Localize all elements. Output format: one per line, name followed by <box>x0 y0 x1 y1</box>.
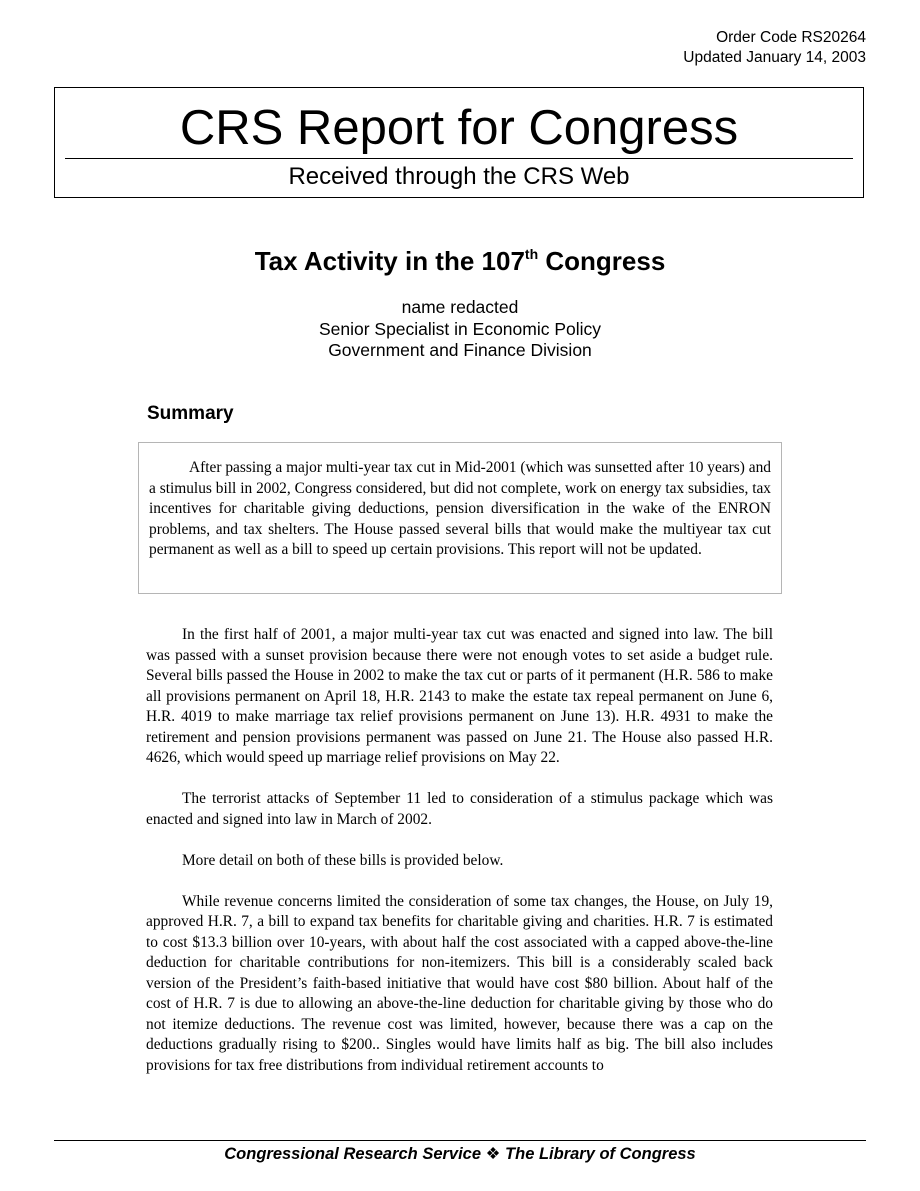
banner-subtitle: Received through the CRS Web <box>288 163 630 190</box>
body-paragraph: While revenue concerns limited the consideration of some tax changes, the House, on July 19, approved H.R. 7, a bill to expand tax benefits for charitable giving and charities. H.R. 7 is estimated to cost $13.3 billion over 10-years, with about half the cost associated with a capped above-the-line deduction for charitable contributions for non-itemizers. This bill is a considerably scaled back version of the President’s faith-based initiative that would have cost $80 billion. About half of the cost of H.R. 7 is due to allowing an above-the-line deduction for charitable giving by those who do not itemize deductions. The revenue cost was limited, however, because there was a cap on the deductions gradually rising to $200.. Singles would have limits half as big. The bill also includes provisions for tax free distributions from individual retirement accounts to <box>146 892 773 1074</box>
report-title-main: Tax Activity in the 107 <box>254 246 525 276</box>
report-title-tail: Congress <box>538 246 666 276</box>
order-code: Order Code RS20264 <box>716 29 866 46</box>
summary-text: After passing a major multi-year tax cut in Mid-2001 (which was sunsetted after 10 years) and a stimulus bill in 2002, Congress considered, but did not complete, work on energy tax subsidies, tax incentives for charitable giving deductions, pension diversification in the wake of the ENRON problems, and tax shelters. The House passed several bills that would make the multiyear tax cut permanent as well as a bill to speed up certain provisions. This report will not be updated. <box>149 459 771 558</box>
footer-publisher: Congressional Research Service <box>224 1145 482 1163</box>
report-title-superscript: th <box>524 246 539 262</box>
banner-title: CRS Report for Congress <box>179 101 739 155</box>
updated-date: Updated January 14, 2003 <box>683 49 866 66</box>
author-block <box>0 297 920 362</box>
report-title <box>0 244 920 278</box>
body-text <box>146 625 773 1097</box>
page-footer <box>0 1143 920 1165</box>
diamond-icon: ❖ <box>485 1145 501 1163</box>
order-code-block <box>683 28 866 68</box>
author-position: Senior Specialist in Economic Policy <box>318 318 602 339</box>
footer-library: The Library of Congress <box>505 1145 696 1163</box>
body-paragraph: In the first half of 2001, a major multi-year tax cut was enacted and signed into law. The bill was passed with a sunset provision because there were not enough votes to set aside a budget rule. Several bills passed the House in 2002 to make the tax cut or parts of it permanent (H.R. 586 to make all provisions permanent on April 18, H.R. 2143 to make the estate tax repeal permanent on June 6, H.R. 4019 to make marriage tax relief provisions permanent on June 13). H.R. 4931 to make the retirement and pension provisions permanent was passed on June 21. The House also passed H.R. 4626, which would speed up marriage relief provisions on May 22. <box>146 626 773 766</box>
body-paragraph: More detail on both of these bills is provided below. <box>182 851 504 869</box>
author-name: name redacted <box>401 297 519 317</box>
crs-banner <box>54 87 864 198</box>
summary-box <box>138 442 782 594</box>
banner-rule <box>65 158 853 159</box>
author-division: Government and Finance Division <box>328 340 592 360</box>
footer-rule <box>54 1140 866 1141</box>
summary-heading: Summary <box>147 403 234 424</box>
body-paragraph: The terrorist attacks of September 11 led to consideration of a stimulus package which was enacted and signed into law in March of 2002. <box>146 790 773 828</box>
